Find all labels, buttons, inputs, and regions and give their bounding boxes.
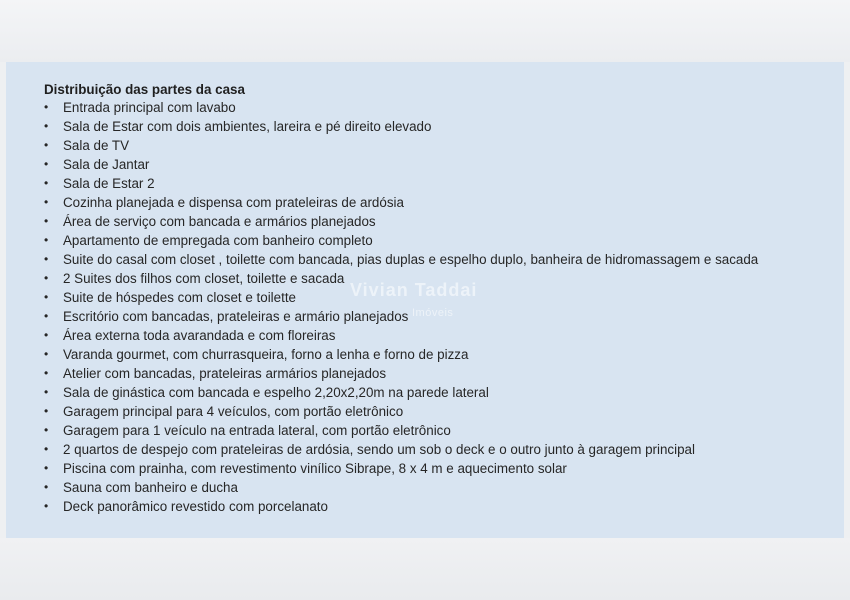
list-item: [44, 174, 758, 193]
list-item-text: Cozinha planejada e dispensa com prateleiras de ardósia: [63, 195, 404, 210]
bullet-icon: •: [44, 442, 49, 456]
list-item: [44, 117, 758, 136]
list-item: [44, 402, 758, 421]
document-heading: Distribuição das partes da casa: [44, 82, 245, 97]
list-item-text: Escritório com bancadas, prateleiras e armário planejados: [63, 309, 409, 324]
bullet-icon: •: [44, 347, 49, 361]
bullet-icon: •: [44, 290, 49, 304]
list-item-text: Sala de Estar com dois ambientes, lareira e pé direito elevado: [63, 119, 432, 134]
bullet-icon: •: [44, 233, 49, 247]
list-item: [44, 421, 758, 440]
bullet-icon: •: [44, 252, 49, 266]
list-item: [44, 269, 758, 288]
list-item-text: Área de serviço com bancada e armários planejados: [63, 214, 376, 229]
list-item-text: Suite do casal com closet , toilette com bancada, pias duplas e espelho duplo, banheira de hidromassagem e sacada: [63, 252, 759, 267]
bullet-icon: •: [44, 100, 49, 114]
list-item-text: Atelier com bancadas, prateleiras armários planejados: [63, 366, 387, 381]
list-item-text: Entrada principal com lavabo: [63, 100, 236, 115]
list-item-text: 2 quartos de despejo com prateleiras de ardósia, sendo um sob o deck e o outro junto à garagem principal: [63, 442, 695, 457]
bullet-icon: •: [44, 157, 49, 171]
list-item-text: Sala de Estar 2: [63, 176, 155, 191]
bullet-icon: •: [44, 480, 49, 494]
list-item: [44, 383, 758, 402]
list-item-text: Varanda gourmet, com churrasqueira, forno a lenha e forno de pizza: [63, 347, 469, 362]
bullet-icon: •: [44, 499, 49, 513]
bullet-icon: •: [44, 271, 49, 285]
watermark-name: Vivian Taddai: [350, 280, 478, 300]
bullet-icon: •: [44, 423, 49, 437]
list-item: [44, 478, 758, 497]
list-item: [44, 155, 758, 174]
bullet-icon: •: [44, 385, 49, 399]
bullet-icon: •: [44, 195, 49, 209]
top-margin: [0, 0, 850, 62]
list-item-text: Garagem para 1 veículo na entrada lateral, com portão eletrônico: [63, 423, 451, 438]
list-item: [44, 212, 758, 231]
list-item-text: Apartamento de empregada com banheiro completo: [63, 233, 373, 248]
bullet-icon: •: [44, 328, 49, 342]
list-item: [44, 98, 758, 117]
list-item-text: Área externa toda avarandada e com floreiras: [63, 328, 336, 343]
list-item: [44, 288, 758, 307]
list-item: [44, 193, 758, 212]
bullet-icon: •: [44, 309, 49, 323]
room-list: [44, 98, 758, 516]
list-item-text: 2 Suites dos filhos com closet, toilette e sacada: [63, 271, 345, 286]
bottom-margin: [0, 538, 850, 600]
bullet-icon: •: [44, 138, 49, 152]
list-item: [44, 345, 758, 364]
bullet-icon: •: [44, 366, 49, 380]
bullet-icon: •: [44, 119, 49, 133]
list-item-text: Sala de ginástica com bancada e espelho 2,20x2,20m na parede lateral: [63, 385, 489, 400]
list-item-text: Garagem principal para 4 veículos, com portão eletrônico: [63, 404, 404, 419]
list-item: [44, 440, 758, 459]
list-item: [44, 231, 758, 250]
list-item-text: Suite de hóspedes com closet e toilette: [63, 290, 296, 305]
list-item-text: Sala de TV: [63, 138, 130, 153]
list-item: [44, 326, 758, 345]
list-item-text: Deck panorâmico revestido com porcelanato: [63, 499, 328, 514]
bullet-icon: •: [44, 176, 49, 190]
list-item-text: Sala de Jantar: [63, 157, 150, 172]
list-item-text: Sauna com banheiro e ducha: [63, 480, 238, 495]
bullet-icon: •: [44, 214, 49, 228]
list-item: [44, 364, 758, 383]
bullet-icon: •: [44, 461, 49, 475]
list-item: [44, 250, 758, 269]
watermark-subtitle: Imóveis: [412, 307, 454, 319]
list-item: [44, 459, 758, 478]
bullet-icon: •: [44, 404, 49, 418]
list-item: [44, 497, 758, 516]
list-item: [44, 307, 758, 326]
list-item: [44, 136, 758, 155]
list-item-text: Piscina com prainha, com revestimento vinílico Sibrape, 8 x 4 m e aquecimento solar: [63, 461, 567, 476]
